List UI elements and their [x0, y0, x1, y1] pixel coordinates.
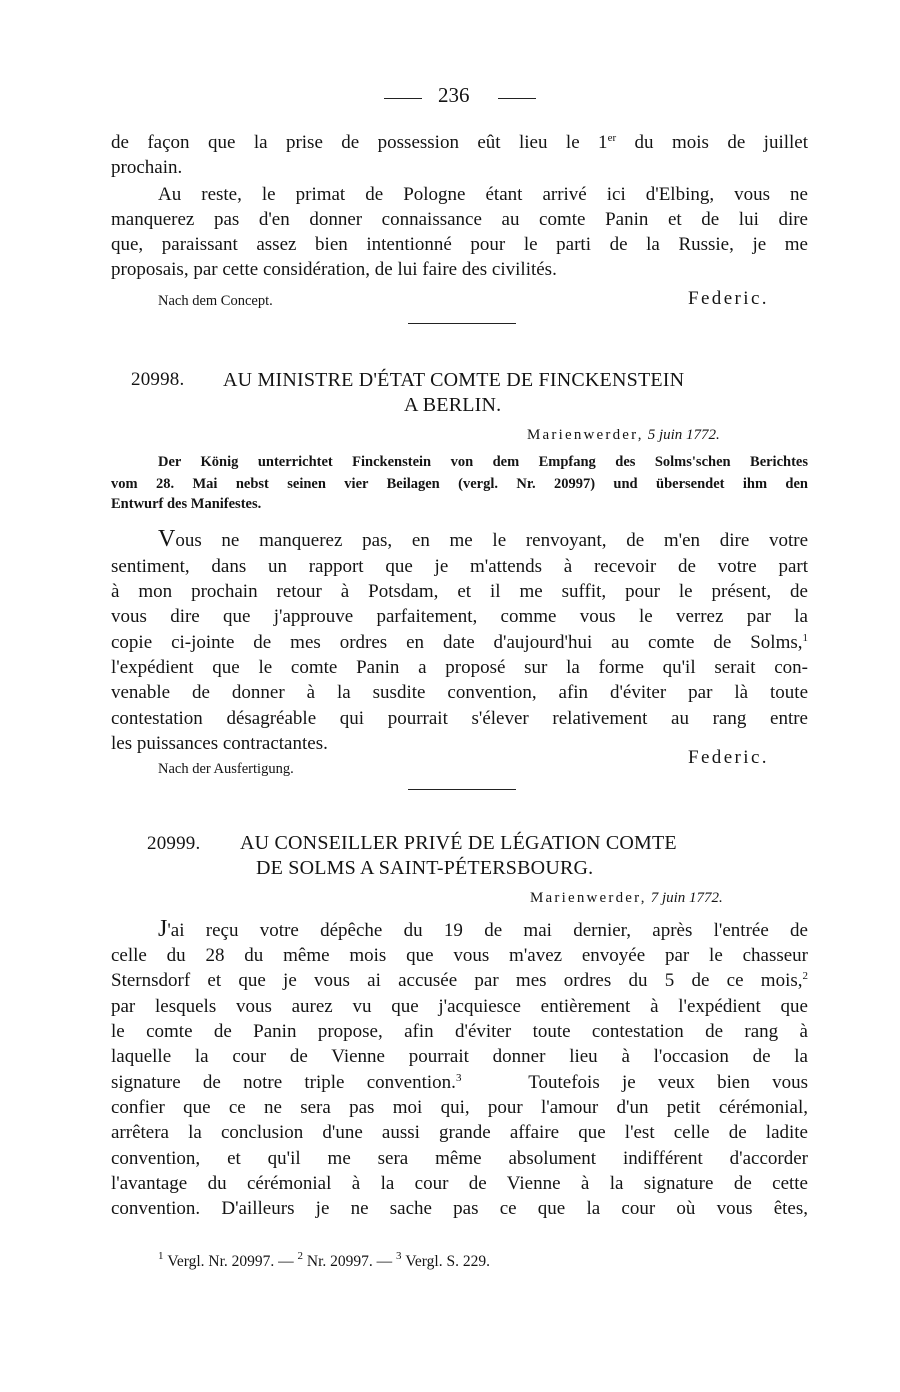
letter-20999-body-line-3-text: Sternsdorf et que je vous ai accusée par mes ordres du 5 de ce mois,	[111, 970, 803, 991]
letter-20998-place: Marienwerder,	[527, 427, 644, 443]
footnotes	[158, 1250, 490, 1270]
letter-20999-dateline	[530, 890, 723, 906]
letter-20998-regest-line-2: vom 28. Mai nebst seinen vier Beilagen (vergl. Nr. 20997) und übersendet ihm den	[111, 476, 808, 492]
letter-20999-body-line-3	[111, 971, 808, 990]
letter-20998-heading-line-2: A BERLIN.	[404, 394, 502, 416]
letter-20998-body-line-8: contestation désagréable qui pourrait s'élever relativement au rang entre	[111, 708, 808, 729]
letter-20999-body-line-8: confier que ce ne sera pas moi qui, pour l'amour d'un petit cérémonial,	[111, 1097, 808, 1118]
letter-20998-body-line-2: sentiment, dans un rapport que je m'attends à recevoir de votre part	[111, 556, 808, 577]
letter-20999-heading-line-2: DE SOLMS A SAINT-PÉTERSBOURG.	[256, 857, 594, 879]
letter-20998-body-line-9: les puissances contractantes.	[111, 733, 328, 754]
letter-20998-signature: Federic.	[688, 747, 769, 768]
letter-20998-body-line-7: venable de donner à la susdite convention, afin d'éviter par là toute	[111, 682, 808, 703]
section-divider-2	[408, 789, 516, 790]
letter-20999-date: 7 juin 1772.	[650, 890, 723, 906]
letter-20998-source: Nach der Ausfertigung.	[158, 761, 294, 777]
footnote-ref-3: 3	[455, 1072, 462, 1084]
letter-20999-body-line-4: par lesquels vous aurez vu que j'acquiesce entièrement à l'expédient que	[111, 996, 808, 1017]
letter-20998-regest-line-1: Der König unterrichtet Finckenstein von dem Empfang des Solms'schen Berichtes	[158, 454, 808, 470]
letter-20998-body-line-3: à mon prochain retour à Potsdam, et il me suffit, pour le présent, de	[111, 581, 808, 602]
letter-20999-body-line-1	[158, 917, 808, 941]
letter-20999-body-line-7-tail: Toutefois je veux bien vous	[528, 1072, 809, 1093]
letter-20999-heading-line-1: AU CONSEILLER PRIVÉ DE LÉGATION COMTE	[240, 832, 677, 854]
letter-20999-body-line-12: convention. D'ailleurs je ne sache pas ce que la cour où vous êtes,	[111, 1198, 808, 1219]
continuation-line-1-text: de façon que la prise de possession eût lieu le 1	[111, 132, 608, 153]
footnote-ref-1: 1	[802, 632, 808, 644]
letter-20999-place: Marienwerder,	[530, 890, 647, 906]
continuation-source: Nach dem Concept.	[158, 293, 273, 309]
letter-20999-body-line-2: celle du 28 du même mois que vous m'avez envoyée par le chasseur	[111, 945, 808, 966]
letter-20998-body-line-4: vous dire que j'approuve parfaitement, comme vous le verrez par la	[111, 606, 808, 627]
letter-20998-date: 5 juin 1772.	[647, 427, 720, 443]
letter-20999-body-line-6: laquelle la cour de Vienne pourrait donner lieu à l'occasion de la	[111, 1046, 808, 1067]
letter-20999-body-line-5: le comte de Panin propose, afin d'éviter toute contestation de rang à	[111, 1021, 808, 1042]
letter-20999-number: 20999.	[147, 833, 201, 854]
letter-20999-dropcap: J	[158, 916, 168, 942]
letter-20998-body-line-5	[111, 633, 808, 652]
footnote-ref-2: 2	[802, 970, 808, 982]
letter-20999-body-line-11: l'avantage du cérémonial à la cour de Vienne à la signature de cette	[111, 1173, 808, 1194]
letter-20999-body-line-7-text: signature de notre triple convention.	[111, 1072, 456, 1093]
letter-20998-dropcap: V	[158, 526, 176, 552]
continuation-signature: Federic.	[688, 288, 769, 309]
footnote-3-mark: 3	[396, 1250, 402, 1262]
footnote-2-text: Nr. 20997. —	[306, 1253, 393, 1270]
letter-20999-body-line-9: arrêtera la conclusion d'une aussi grande affaire que l'est celle de ladite	[111, 1122, 808, 1143]
footnote-1-mark: 1	[158, 1250, 164, 1262]
page-number: 236	[438, 83, 470, 107]
continuation-line-1	[111, 133, 808, 152]
continuation-para2-line-4: proposais, par cette considération, de lui faire des civilités.	[111, 259, 557, 280]
letter-20999-body-line-1-text: 'ai reçu votre dépêche du 19 de mai dernier, après l'entrée de	[167, 920, 808, 941]
letter-20998-body-line-6: l'expédient que le comte Panin a proposé sur la forme qu'il serait con-	[111, 657, 808, 678]
continuation-line-2: prochain.	[111, 157, 183, 178]
section-divider-1	[408, 323, 516, 324]
letter-20999-body-line-7	[111, 1073, 808, 1092]
continuation-para2-line-1: Au reste, le primat de Pologne étant arrivé ici d'Elbing, vous ne	[158, 184, 808, 205]
letter-20998-body-line-1-text: ous ne manquerez pas, en me le renvoyant, de m'en dire votre	[175, 530, 808, 551]
footnote-2-mark: 2	[297, 1250, 304, 1262]
letter-20998-body-line-1	[158, 527, 808, 551]
page-number-rule-left	[384, 98, 422, 99]
letter-20998-number: 20998.	[131, 369, 185, 390]
letter-20998-dateline	[527, 427, 720, 443]
continuation-para2-line-2: manquerez pas d'en donner connaissance au comte Panin et de lui dire	[111, 209, 808, 230]
continuation-line-1-tail: du mois de juillet	[616, 132, 809, 153]
letter-20999-body-line-10: convention, et qu'il me sera même absolument indifférent d'accorder	[111, 1148, 808, 1169]
footnote-1-text: Vergl. Nr. 20997. —	[167, 1253, 294, 1270]
continuation-para2-line-3: que, paraissant assez bien intentionné pour le parti de la Russie, je me	[111, 234, 808, 255]
page-number-rule-right	[498, 98, 536, 99]
letter-20998-body-line-5-text: copie ci-jointe de mes ordres en date d'aujourd'hui au comte de Solms,	[111, 632, 803, 653]
footnote-3-text: Vergl. S. 229.	[405, 1253, 490, 1270]
letter-20998-heading-line-1: AU MINISTRE D'ÉTAT COMTE DE FINCKENSTEIN	[223, 369, 685, 391]
letter-20998-regest-line-3: Entwurf des Manifestes.	[111, 496, 262, 512]
superscript-er: er	[607, 132, 617, 144]
